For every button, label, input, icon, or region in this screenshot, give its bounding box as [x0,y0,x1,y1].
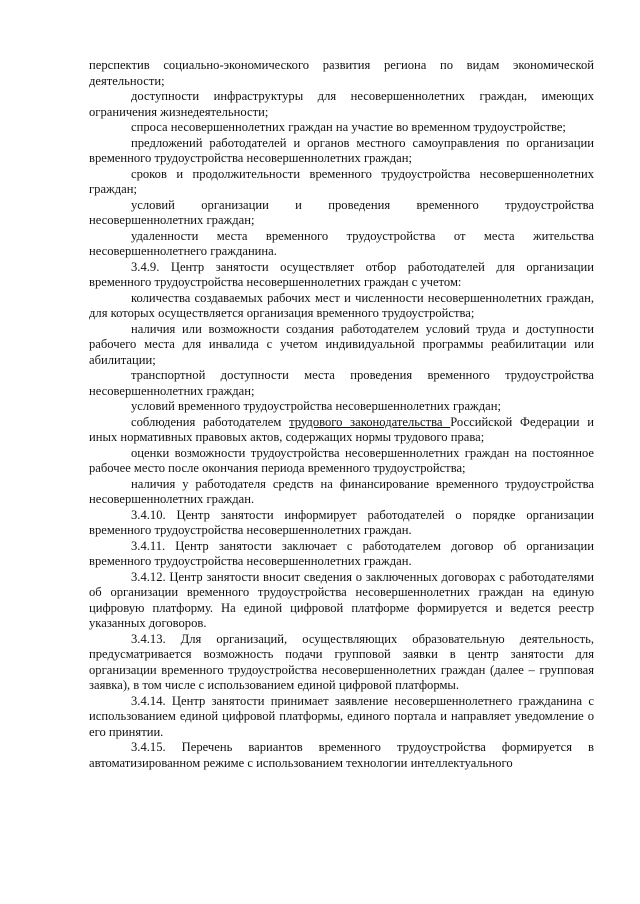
paragraph: 3.4.11. Центр занятости заключает с работодателем договор об организации временного трудоустройства несовершеннолетних граждан. [89,538,594,568]
paragraph: условий временного трудоустройства несовершеннолетних граждан; [131,399,501,413]
paragraph: 3.4.13. Для организаций, осуществляющих образовательную деятельность, предусматривается возможность подачи групповой заявки в центр занятости для организации временного трудоустройства несовершеннолетних граждан (далее – групповая заявка), в том числе с использованием единой цифровой платформы. [89,631,594,692]
paragraph: 3.4.15. Перечень вариантов временного трудоустройства формируется в автоматизированном режиме с использованием технологии интеллектуального [89,740,594,770]
paragraph: доступности инфраструктуры для несовершеннолетних граждан, имеющих ограничения жизнедеятельности; [89,89,594,119]
paragraphs-group-b [89,446,594,772]
paragraph: 3.4.14. Центр занятости принимает заявление несовершеннолетнего гражданина с использованием единой цифровой платформы, единого портала и направляет уведомление о его принятии. [89,693,594,739]
paragraph: спроса несовершеннолетних граждан на участие во временном трудоустройстве; [131,120,566,134]
paragraph: количества создаваемых рабочих мест и численности несовершеннолетних граждан, для которых осуществляется организация временного трудоустройства; [89,290,594,320]
paragraph: наличия или возможности создания работодателем условий труда и доступности рабочего места для инвалида с учетом индивидуальной программы реабилитации или абилитации; [89,321,594,367]
paragraph: сроков и продолжительности временного трудоустройства несовершеннолетних граждан; [89,166,594,196]
document-page [89,58,594,771]
labor-after-text: Российской Федерации и иных нормативных правовых актов, содержащих нормы трудового права; [89,414,595,444]
paragraphs-group-a [89,58,594,415]
paragraph: наличия у работодателя средств на финансирование временного трудоустройства несовершеннолетних граждан. [89,476,594,506]
paragraph: оценки возможности трудоустройства несовершеннолетних граждан на постоянное рабочее место после окончания периода временного трудоустройства; [89,445,594,475]
paragraph: перспектив социально-экономического развития региона по видам экономической деятельности; [89,58,594,88]
paragraph: 3.4.12. Центр занятости вносит сведения о заключенных договорах с работодателями об организации временного трудоустройства несовершеннолетних граждан на единую цифровую платформу. На единой цифровой платформе формируется и ведется реестр указанных договоров. [89,569,594,630]
paragraph: 3.4.10. Центр занятости информирует работодателей о порядке организации временного трудоустройства несовершеннолетних граждан. [89,507,594,537]
paragraph: удаленности места временного трудоустройства от места жительства несовершеннолетнего гражданина. [89,228,594,258]
paragraph: условий организации и проведения временного трудоустройства несовершеннолетних граждан; [89,197,594,227]
paragraph: предложений работодателей и органов местного самоуправления по организации временного трудоустройства несовершеннолетних граждан; [89,135,594,165]
paragraph: транспортной доступности места проведения временного трудоустройства несовершеннолетних граждан; [89,368,594,398]
labor-before-text: соблюдения работодателем [131,414,290,429]
labor-law-paragraph [89,415,594,446]
labor-law-link[interactable]: трудового законодательства [289,414,451,429]
paragraph: 3.4.9. Центр занятости осуществляет отбор работодателей для организации временного трудоустройства несовершеннолетних граждан с учетом: [89,259,594,289]
